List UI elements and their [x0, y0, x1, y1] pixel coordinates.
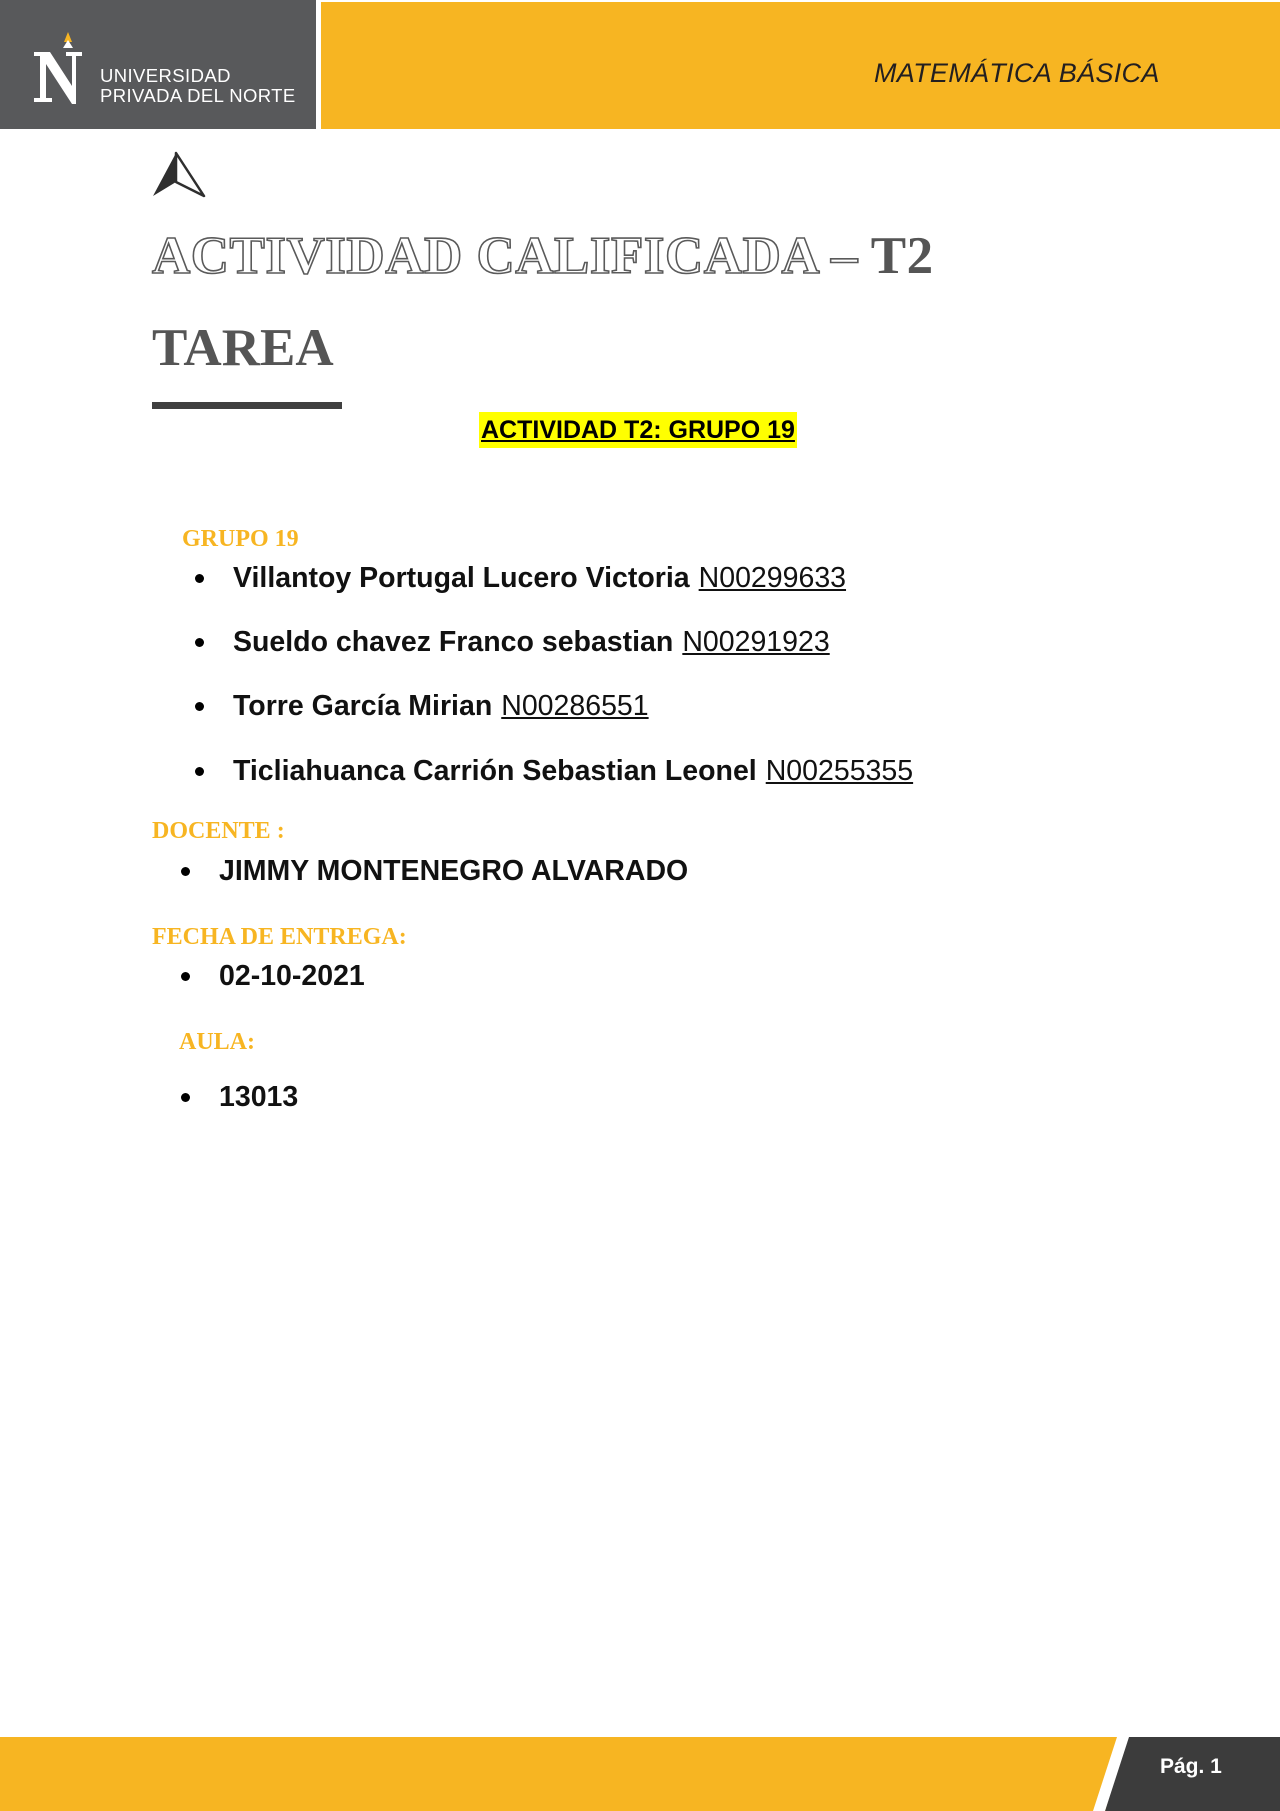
member-name: Villantoy Portugal Lucero Victoria	[233, 562, 690, 594]
list-item	[195, 755, 913, 788]
page-header	[0, 0, 1280, 129]
course-title: MATEMÁTICA BÁSICA	[874, 58, 1160, 88]
classroom-label: AULA:	[179, 1029, 255, 1055]
bullet-icon	[195, 574, 204, 583]
university-line-1: UNIVERSIDAD	[100, 65, 231, 86]
title-code: T2	[870, 227, 934, 285]
upn-logo-icon	[28, 28, 88, 108]
member-code: N00299633	[698, 562, 847, 594]
group-label: GRUPO 19	[182, 526, 299, 552]
document-title	[152, 226, 934, 286]
list-item	[181, 855, 688, 888]
delivery-date: 02-10-2021	[219, 960, 365, 992]
teacher-name: JIMMY MONTENEGRO ALVARADO	[219, 855, 689, 887]
title-underline-rule	[152, 402, 342, 409]
footer-band	[0, 1737, 1280, 1811]
bullet-icon	[181, 972, 190, 981]
list-item	[195, 690, 649, 723]
logo-block	[0, 0, 316, 129]
list-item	[181, 960, 365, 993]
university-line-2: PRIVADA DEL NORTE	[100, 85, 296, 106]
delivery-label: FECHA DE ENTREGA:	[152, 924, 407, 950]
list-item	[195, 626, 830, 659]
bullet-icon	[195, 702, 204, 711]
bullet-icon	[181, 1093, 190, 1102]
member-name: Sueldo chavez Franco sebastian	[233, 626, 674, 658]
title-outline-text: ACTIVIDAD CALIFICADA –	[152, 227, 871, 285]
arrow-up-icon	[150, 150, 208, 200]
bullet-icon	[181, 867, 190, 876]
activity-tag: ACTIVIDAD T2: GRUPO 19	[479, 412, 797, 448]
member-name: Ticliahuanca Carrión Sebastian Leonel	[233, 755, 757, 787]
list-item	[195, 562, 846, 595]
teacher-label: DOCENTE :	[152, 818, 285, 844]
university-name	[100, 66, 296, 106]
classroom-value: 13013	[219, 1081, 299, 1113]
bullet-icon	[195, 767, 204, 776]
document-subtitle: TAREA	[152, 319, 334, 377]
member-code: N00291923	[682, 626, 830, 658]
bullet-icon	[195, 638, 204, 647]
member-name: Torre García Mirian	[233, 690, 493, 722]
page-number: Pág. 1	[1160, 1755, 1222, 1778]
member-code: N00286551	[501, 690, 649, 722]
member-code: N00255355	[765, 755, 914, 787]
list-item	[181, 1081, 298, 1114]
